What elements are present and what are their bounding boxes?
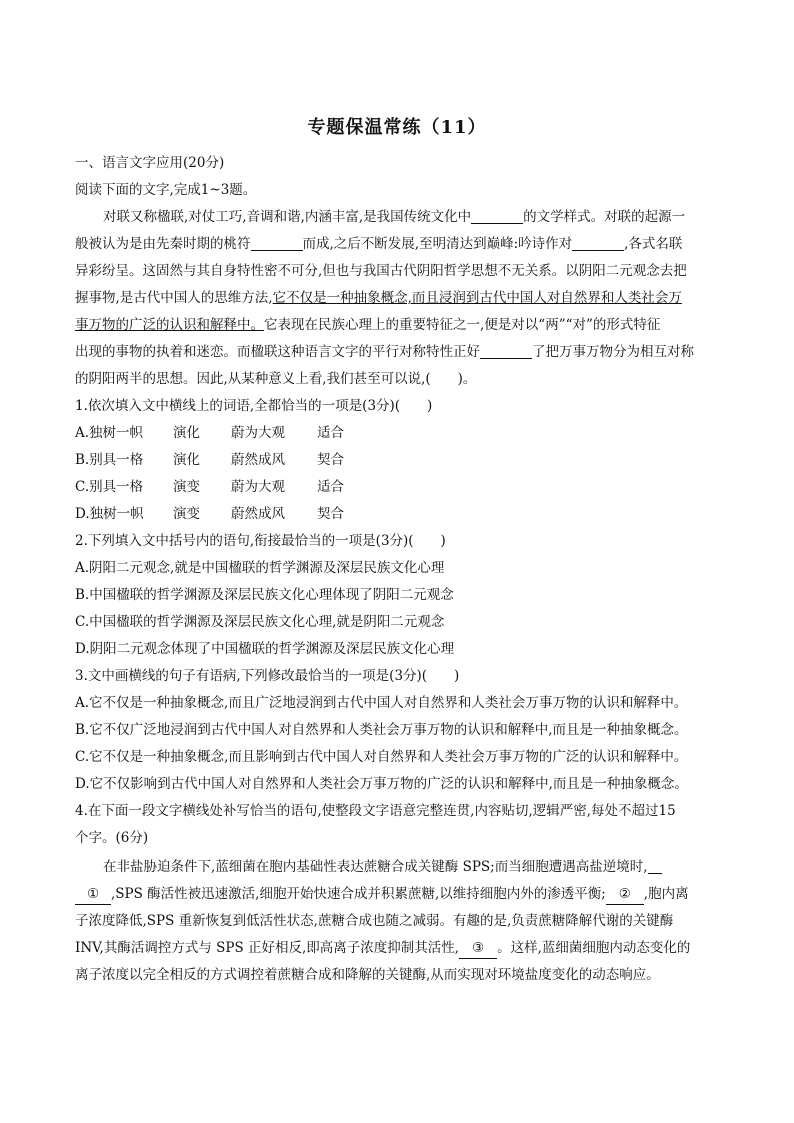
question-4-paragraph-line-4: INV,其酶活调控方式与 SPS 正好相反,即高离子浓度抑制其活性, ③ 。这样,蓝细菌细胞内动态变化的 bbox=[75, 938, 721, 959]
question-2-stem: 2.下列填入文中括号内的语句,衔接最恰当的一项是(3分)( ) bbox=[75, 533, 446, 549]
question-3-option-a: A.它不仅是一种抽象概念,而且广泛地浸润到古代中国人对自然界和人类社会万事万物的认识和解释中。 bbox=[75, 695, 688, 711]
passage-line-6: 出现的事物的执着和迷恋。而楹联这种语言文字的平行对称特性正好 了把万事万物分为相互对称 bbox=[75, 344, 694, 360]
reading-instruction: 阅读下面的文字,完成1~3题。 bbox=[75, 182, 257, 198]
section-heading: 一、语言文字应用(20分) bbox=[75, 155, 225, 171]
passage-line-2: 般被认为是由先秦时期的桃符 而成,之后不断发展,至明清达到巅峰:吟诗作对 ,各式名联 bbox=[75, 236, 683, 252]
underlined-sentence: 事万物的广泛的认识和解释中。 bbox=[75, 317, 264, 333]
question-1-stem: 1.依次填入文中横线上的词语,全都恰当的一项是(3分)( ) bbox=[75, 398, 433, 414]
question-4-paragraph-line-2: ① ,SPS 酶活性被迅速激活,细胞开始快速合成并积累蔗糖,以维持细胞内外的渗透平衡; ② ,胞内离 bbox=[75, 884, 721, 905]
answer-blank bbox=[648, 859, 662, 874]
passage-line-3: 异彩纷呈。这固然与其自身特性密不可分,但也与我国古代阴阳哲学思想不无关系。以阴阳二元观念去把 bbox=[75, 263, 687, 279]
passage-line-1: 对联又称楹联,对仗工巧,音调和谐,内涵丰富,是我国传统文化中 的文学样式。对联的起源一 bbox=[103, 209, 686, 225]
question-4-stem-line-1: 4.在下面一段文字横线处补写恰当的语句,使整段文字语意完整连贯,内容贴切,逻辑严密,每处不超过15 bbox=[75, 803, 676, 819]
question-3-option-b: B.它不仅广泛地浸润到古代中国人对自然界和人类社会万事万物的认识和解释中,而且是一种抽象概念。 bbox=[75, 722, 688, 738]
answer-blank bbox=[480, 344, 532, 359]
passage-line-7: 的阴阳两半的思想。因此,从某种意义上看,我们甚至可以说,( )。 bbox=[75, 371, 477, 387]
question-2-option-c: C.中国楹联的哲学渊源及深层民族文化心理,就是阴阳二元观念 bbox=[75, 614, 445, 630]
question-1-option-b: B.别具一格 演化 蔚然成风 契合 bbox=[75, 452, 344, 468]
answer-blank bbox=[251, 236, 303, 251]
answer-blank bbox=[572, 236, 624, 251]
question-3-option-d: D.它不仅影响到古代中国人对自然界和人类社会万事万物的广泛的认识和解释中,而且是一种抽象概念。 bbox=[75, 776, 688, 792]
question-2-option-b: B.中国楹联的哲学渊源及深层民族文化心理体现了阴阳二元观念 bbox=[75, 587, 454, 603]
passage-line-4: 握事物,是古代中国人的思维方法,它不仅是一种抽象概念,而且浸润到古代中国人对自然界和人类社会万 bbox=[75, 290, 682, 306]
question-2-option-d: D.阴阳二元观念体现了中国楹联的哲学渊源及深层民族文化心理 bbox=[75, 641, 455, 657]
question-4-paragraph-line-1: 在非盐胁迫条件下,蓝细菌在胞内基础性表达蔗糖合成关键酶 SPS;而当细胞遭遇高盐逆境时, bbox=[103, 857, 721, 877]
question-3-stem: 3.文中画横线的句子有语病,下列修改最恰当的一项是(3分)( ) bbox=[75, 668, 460, 684]
question-3-option-c: C.它不仅是一种抽象概念,而且影响到古代中国人对自然界和人类社会万事万物的广泛的认识和解释中。 bbox=[75, 749, 688, 765]
underlined-sentence: 它不仅是一种抽象概念,而且浸润到古代中国人对自然界和人类社会万 bbox=[272, 290, 682, 306]
question-4-stem-line-2: 个字。(6分) bbox=[75, 830, 149, 846]
blank-marker-3: ③ bbox=[459, 938, 497, 959]
blank-marker-1: ① bbox=[75, 884, 111, 905]
question-2-option-a: A.阴阳二元观念,就是中国楹联的哲学渊源及深层民族文化心理 bbox=[75, 560, 445, 576]
question-4-paragraph-line-5: 离子浓度以完全相反的方式调控着蔗糖合成和降解的关键酶,从而实现对环境盐度变化的动态响应。 bbox=[75, 967, 660, 983]
question-1-option-a: A.独树一帜 演化 蔚为大观 适合 bbox=[75, 425, 344, 441]
page-title: 专题保温常练（11） bbox=[307, 117, 487, 138]
passage-line-5: 事万物的广泛的认识和解释中。它表现在民族心理上的重要特征之一,便是对以“两”“对”的形式特征 bbox=[75, 317, 661, 333]
question-4-paragraph-line-3: 子浓度降低,SPS 重新恢复到低活性状态,蔗糖合成也随之减弱。有趣的是,负责蔗糖降解代谢的关键酶 bbox=[75, 913, 674, 929]
answer-blank bbox=[471, 209, 523, 224]
blank-marker-2: ② bbox=[606, 884, 644, 905]
question-1-option-d: D.独树一帜 演变 蔚然成风 契合 bbox=[75, 506, 344, 522]
question-1-option-c: C.别具一格 演变 蔚为大观 适合 bbox=[75, 479, 344, 495]
